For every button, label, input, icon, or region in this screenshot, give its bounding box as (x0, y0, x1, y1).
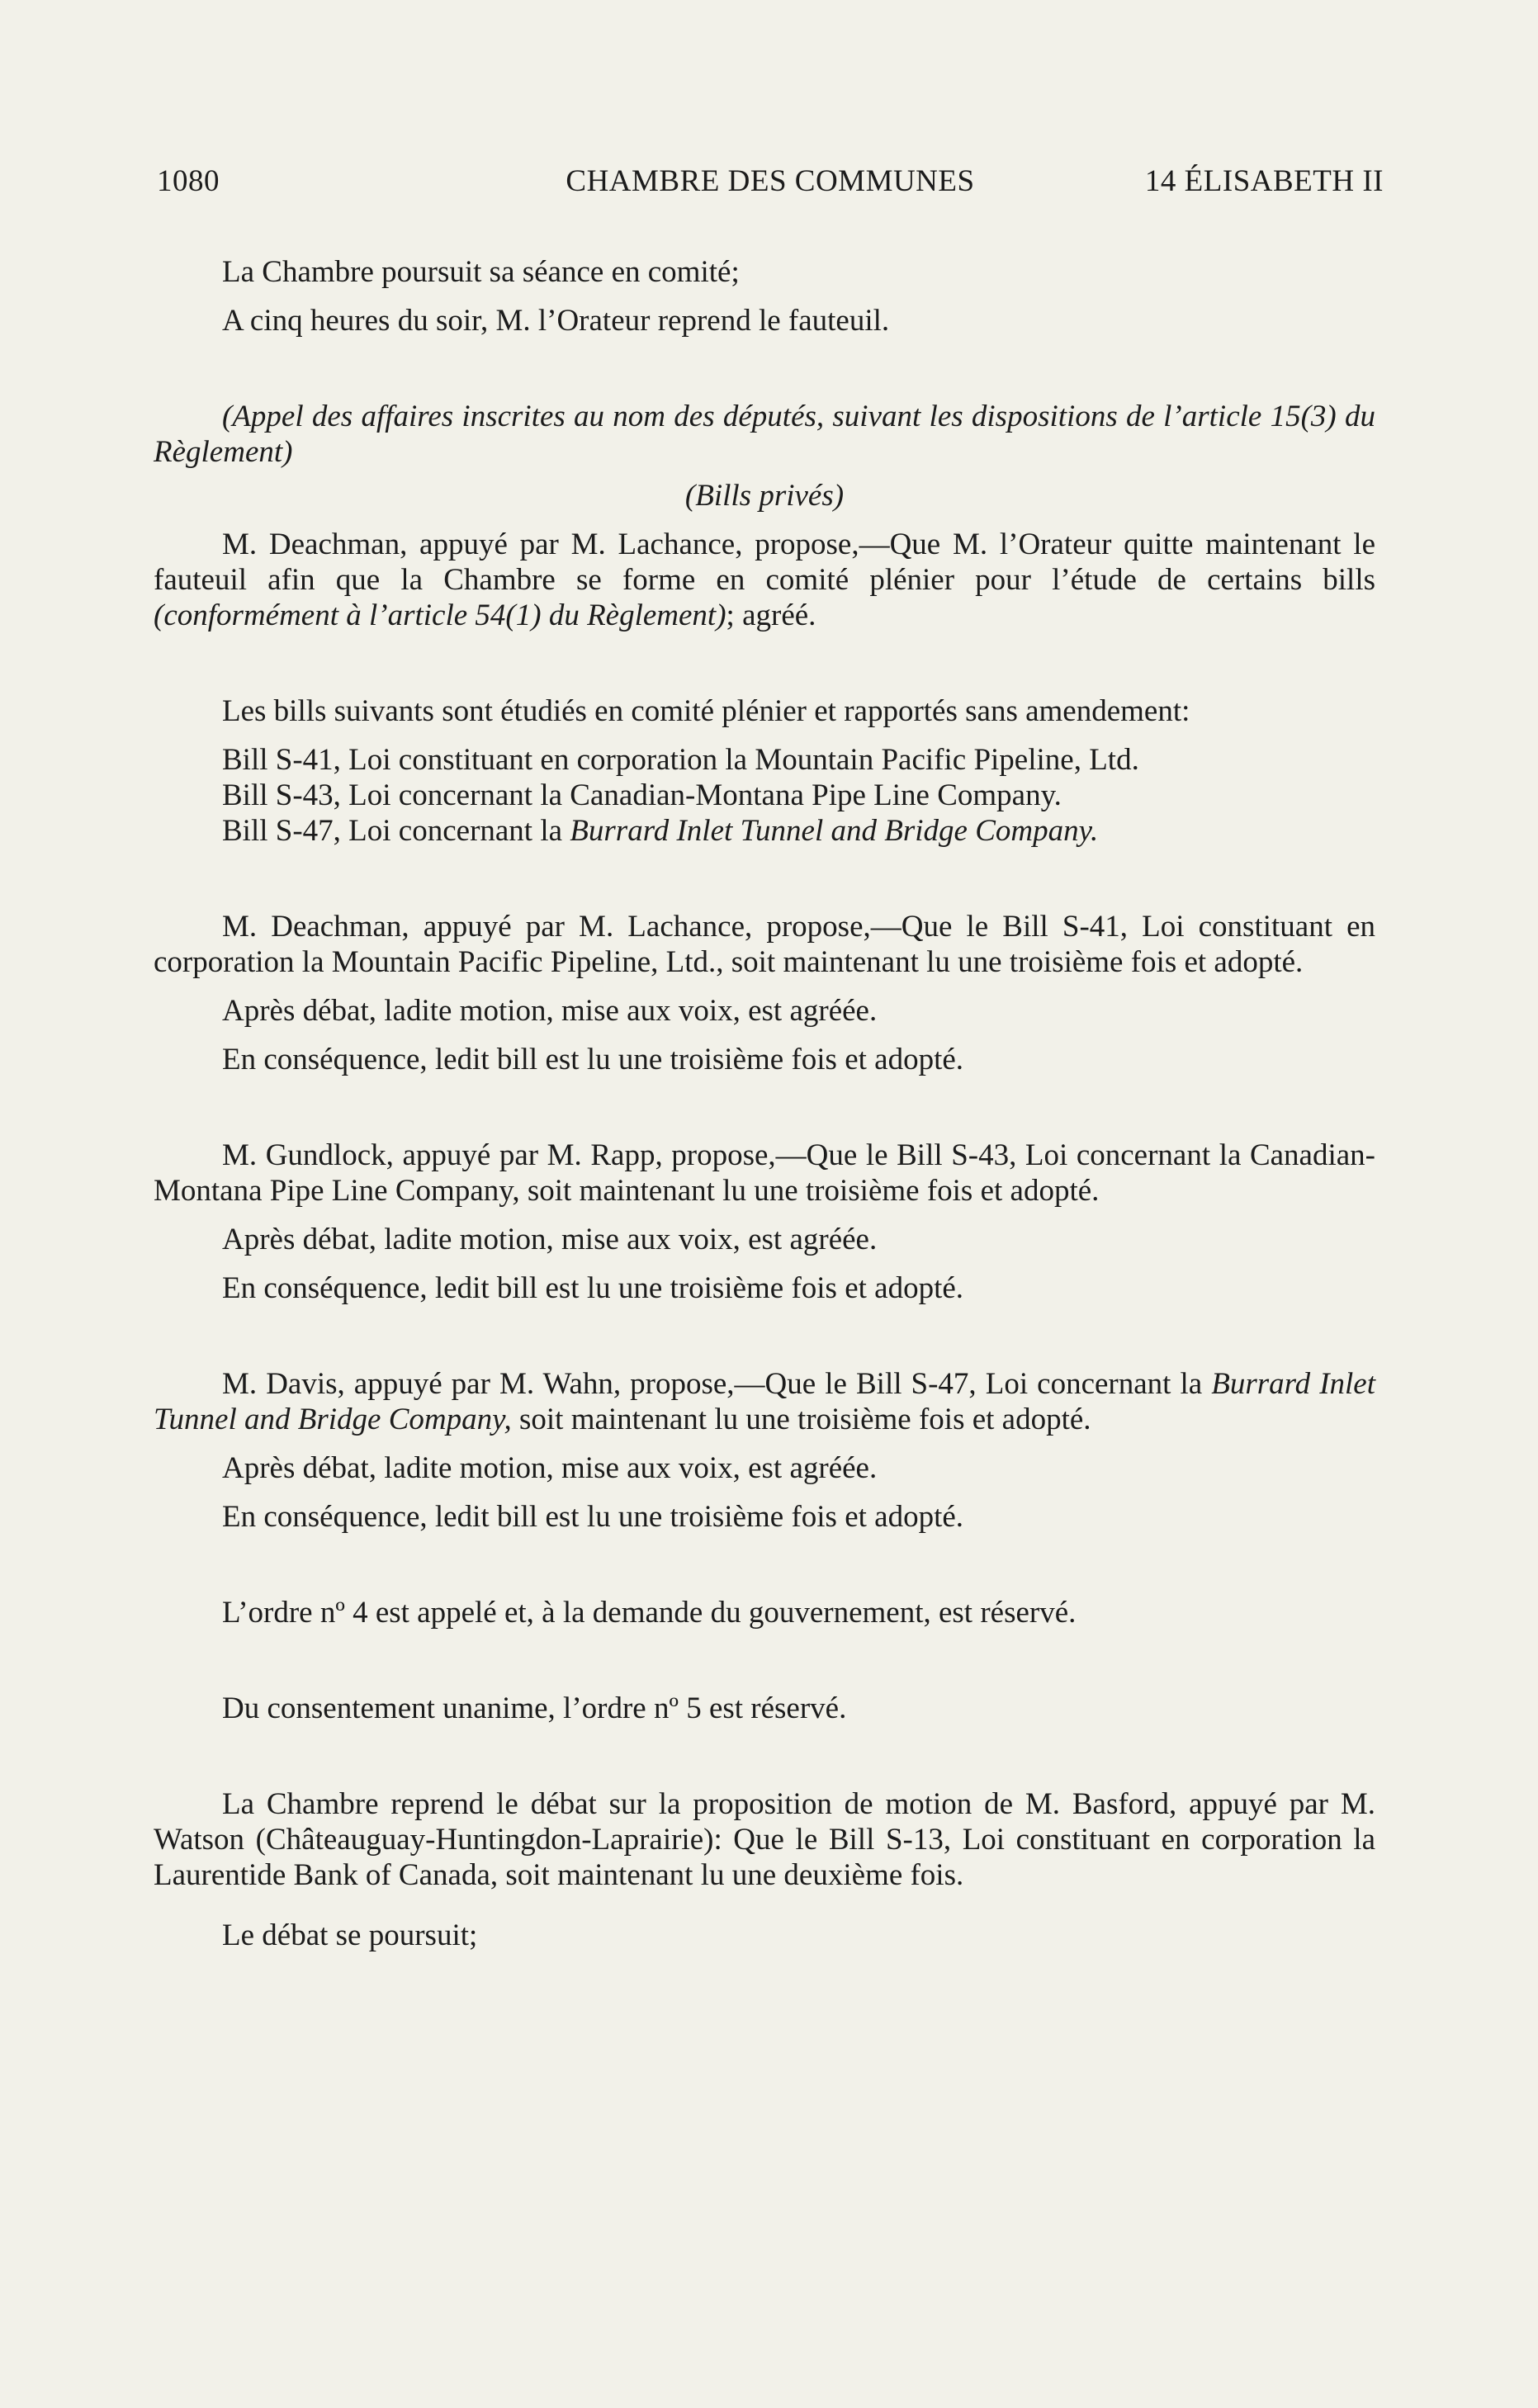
paragraph (154, 1366, 1375, 1437)
paragraph: En conséquence, ledit bill est lu une troisième fois et adopté. (222, 1043, 964, 1076)
subheading (154, 478, 1375, 513)
bill-item: Bill S-43, Loi concernant la Canadian-Montana Pipe Line Company. (222, 778, 1062, 812)
text-run: M. Deachman, appuyé par M. Lachance, propose,—Que M. l’Orateur quitte maintenant le fauteuil afin que la Chambre se forme en comité plénier pour l’étude de certains bills (154, 527, 1375, 597)
paragraph: La Chambre reprend le débat sur la proposition de motion de M. Basford, appuyé par M. Watson (Châteauguay-Huntingdon-Laprairie): Que le Bill S-13, Loi constituant en corporation la Laurentide Bank of Canada, soit maintenant lu une deuxième fois. (154, 1787, 1375, 1892)
paragraph: Les bills suivants sont étudiés en comité plénier et rapportés sans amendement: (222, 694, 1190, 728)
paragraph: L’ordre nº 4 est appelé et, à la demande du gouvernement, est réservé. (222, 1596, 1077, 1630)
paragraph: La Chambre poursuit sa séance en comité; (222, 255, 740, 289)
paragraph: Après débat, ladite motion, mise aux voix, est agréée. (222, 994, 878, 1028)
italic-text: (Bills privés) (684, 479, 845, 513)
paragraph: Le débat se poursuit; (222, 1918, 478, 1952)
italic-text: (conformément à l’article 54(1) du Règlement) (154, 598, 726, 632)
paragraph: M. Gundlock, appuyé par M. Rapp, propose,—Que le Bill S-43, Loi concernant la Canadian-Montana Pipe Line Company, soit maintenant lu une troisième fois et adopté. (154, 1138, 1375, 1208)
text-run: soit maintenant lu une troisième fois et adopté. (511, 1403, 1091, 1436)
regnal-year: 14 ÉLISABETH II (1144, 164, 1384, 198)
running-header (157, 163, 1384, 213)
text-run: M. Davis, appuyé par M. Wahn, propose,—Que le Bill S-47, Loi concernant la (222, 1367, 1212, 1401)
paragraph: A cinq heures du soir, M. l’Orateur reprend le fauteuil. (222, 304, 890, 338)
paragraph: M. Deachman, appuyé par M. Lachance, propose,—Que le Bill S-41, Loi constituant en corporation la Mountain Pacific Pipeline, Ltd., soit maintenant lu une troisième fois et adopté. (154, 910, 1375, 979)
heading-note (154, 399, 1375, 470)
paragraph (154, 527, 1375, 633)
paragraph: En conséquence, ledit bill est lu une troisième fois et adopté. (222, 1271, 964, 1305)
italic-text: (Appel des affaires inscrites au nom des députés, suivant les dispositions de l’article 15(3) du Règlement) (154, 400, 1375, 469)
journal-body (154, 254, 1375, 1953)
bill-item (154, 813, 1375, 849)
paragraph: Du consentement unanime, l’ordre nº 5 est réservé. (222, 1691, 847, 1725)
paragraph: Après débat, ladite motion, mise aux voix, est agréée. (222, 1451, 878, 1485)
paragraph: Après débat, ladite motion, mise aux voix, est agréée. (222, 1223, 878, 1256)
italic-text: Burrard Inlet Tunnel and Bridge Company. (570, 814, 1099, 848)
text-run: Bill S-47, Loi concernant la (222, 814, 570, 848)
header-title: CHAMBRE DES COMMUNES (566, 164, 975, 198)
text-run: ; agréé. (726, 598, 816, 632)
paragraph: En conséquence, ledit bill est lu une troisième fois et adopté. (222, 1500, 964, 1534)
page-number: 1080 (157, 164, 220, 198)
bill-item: Bill S-41, Loi constituant en corporation la Mountain Pacific Pipeline, Ltd. (222, 743, 1139, 777)
italic-text: Burrard Inlet Tunnel and Bridge Company, (154, 1367, 1376, 1436)
